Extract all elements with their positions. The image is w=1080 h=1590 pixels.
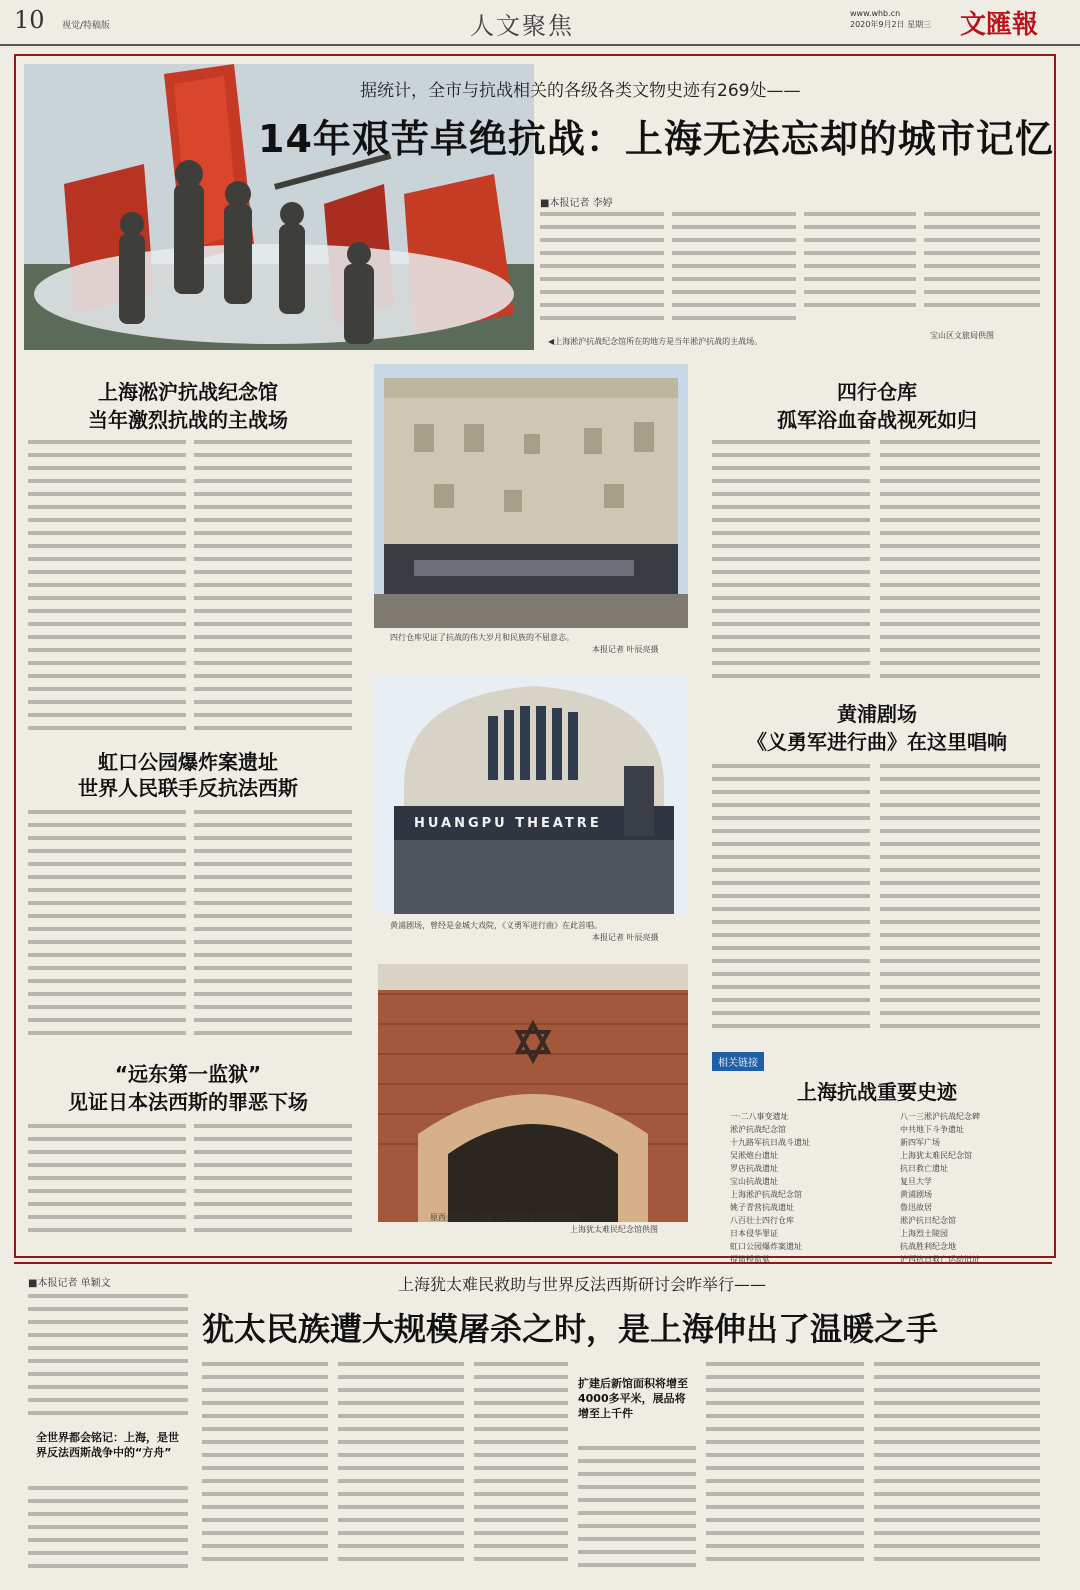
lead-text-col4	[924, 212, 1040, 322]
lead-headline: 14年艰苦卓绝抗战：上海无法忘却的城市记忆	[258, 117, 1054, 161]
related-site-item: 虹口公园爆炸案遗址	[730, 1242, 802, 1251]
related-site-item: 淞沪抗日纪念馆	[900, 1216, 956, 1225]
bottom-kicker: 上海犹太难民救助与世界反法西斯研讨会昨举行——	[398, 1275, 767, 1294]
page-edition-label: 视觉/特稿版	[62, 21, 111, 31]
songhu-subtitle: 当年激烈抗战的主战场	[88, 408, 288, 432]
related-site-item: 复旦大学	[900, 1177, 932, 1186]
sihang-warehouse-photo	[374, 364, 688, 628]
website: www.whb.cn	[850, 9, 901, 18]
sihang-subtitle: 孤军浴血奋战视死如归	[777, 408, 977, 432]
related-site-item: 十九路军抗日战斗遗址	[730, 1138, 810, 1147]
lead-text-col1	[540, 212, 664, 336]
prison-text-col2	[194, 1124, 352, 1244]
bottom-text-col1a	[28, 1294, 188, 1424]
bottom-byline: ■本报记者 单颖文	[28, 1278, 111, 1289]
hero-photo-monument	[24, 64, 534, 350]
prison-title: “远东第一监狱”	[114, 1062, 262, 1086]
bottom-text-col6	[706, 1362, 864, 1582]
bottom-text-col3	[338, 1362, 464, 1582]
related-link-tag: 相关链接	[712, 1052, 764, 1071]
related-site-item: 日本侵华罪证	[730, 1229, 778, 1238]
page-header	[0, 0, 1080, 46]
related-site-item: 提篮桥监狱	[730, 1255, 770, 1264]
photo2-credit: 本报记者 叶辰亮摄	[592, 933, 659, 942]
hongkou-text-col2	[194, 810, 352, 1050]
related-site-item: 一·二八事变遗址	[730, 1112, 789, 1121]
lead-text-col3	[804, 212, 916, 322]
related-site-item: 新四军广场	[900, 1138, 940, 1147]
photo3-credit: 上海犹太难民纪念馆供图	[570, 1225, 658, 1234]
monument-illustration	[24, 64, 534, 350]
related-site-item: 吴淞炮台遗址	[730, 1151, 778, 1160]
newspaper-logo: 文匯報	[960, 10, 1039, 40]
hongkou-title: 虹口公园爆炸案遗址	[98, 750, 278, 774]
sihang-text-col1	[712, 440, 870, 690]
lead-byline: ■本报记者 李婷	[540, 198, 613, 209]
related-site-item: 黄浦剧场	[900, 1190, 932, 1199]
lead-text-col2	[672, 212, 796, 336]
related-site-item: 抗日救亡遗址	[900, 1164, 948, 1173]
related-sites-col2	[900, 1110, 1040, 1266]
sihang-text-col2	[880, 440, 1040, 690]
huangpu-theatre-photo	[374, 676, 688, 914]
related-site-item: 姚子青营抗战遗址	[730, 1203, 794, 1212]
photo2-caption: 黄浦剧场，曾经是金城大戏院，《义勇军进行曲》在此首唱。	[390, 921, 602, 930]
photo1-caption: 四行仓库见证了抗战的伟大岁月和民族的不屈意志。	[390, 633, 574, 642]
related-site-item: 上海淞沪抗战纪念馆	[730, 1190, 802, 1199]
hongkou-text-col1	[28, 810, 186, 1050]
header-date	[850, 8, 931, 30]
photo1-credit: 本报记者 叶辰亮摄	[592, 645, 659, 654]
huangpu-title: 黄浦剧场	[837, 702, 917, 726]
huangpu-text-col1	[712, 764, 870, 1044]
songhu-text-col2	[194, 440, 352, 740]
bottom-sub1-title: 全世界都会铭记：上海，是世界反法西斯战争中的“方舟”	[36, 1431, 179, 1459]
bottom-headline: 犹太民族遭大规模屠杀之时，是上海伸出了温暖之手	[202, 1310, 939, 1348]
bottom-text-col7	[874, 1362, 1040, 1582]
related-site-item: 上海烈士陵园	[900, 1229, 948, 1238]
hero-caption: ◀上海淞沪抗战纪念馆所在的地方是当年淞沪抗战的主战场。	[548, 337, 763, 346]
prison-text-col1	[28, 1124, 186, 1244]
bottom-text-col4	[474, 1362, 568, 1582]
ohel-moshe-synagogue-photo	[378, 964, 688, 1222]
issue-date: 2020年9月2日 星期三	[850, 20, 932, 29]
lead-kicker: 据统计，全市与抗战相关的各级各类文物史迹有269处——	[360, 81, 801, 101]
related-site-item: 抗战胜利纪念地	[900, 1242, 956, 1251]
related-site-item: 沪西抗日救亡运动旧址	[900, 1255, 980, 1264]
related-site-item: 八一三淞沪抗战纪念碑	[900, 1112, 980, 1121]
prison-subtitle: 见证日本法西斯的罪恶下场	[68, 1090, 308, 1114]
related-title: 上海抗战重要史迹	[797, 1080, 957, 1104]
related-sites-col1	[730, 1110, 880, 1266]
theatre-sign: HUANGPU THEATRE	[414, 816, 602, 831]
songhu-title: 上海淞沪抗战纪念馆	[98, 380, 278, 404]
related-site-item: 罗店抗战遗址	[730, 1164, 778, 1173]
songhu-text-col1	[28, 440, 186, 740]
related-site-item: 上海犹太难民纪念馆	[900, 1151, 972, 1160]
related-site-item: 鲁迅故居	[900, 1203, 932, 1212]
hongkou-subtitle: 世界人民联手反抗法西斯	[78, 776, 298, 800]
bottom-sub2-title: 扩建后新馆面积将增至4000多平米，展品将增至上千件	[578, 1377, 688, 1420]
sihang-title: 四行仓库	[837, 380, 917, 404]
bottom-text-col5	[578, 1446, 696, 1582]
related-site-item: 淞沪抗战纪念馆	[730, 1125, 786, 1134]
section-title: 人文聚焦	[470, 12, 574, 40]
huangpu-text-col2	[880, 764, 1040, 1044]
page-number: 10	[14, 6, 45, 34]
hero-credit: 宝山区文旅局供图	[930, 331, 994, 340]
related-site-item: 中共地下斗争遗址	[900, 1125, 964, 1134]
photo3-caption: 原西会堂现已改建为1928年时的建筑风貌。	[430, 1213, 587, 1222]
bottom-text-col2	[202, 1362, 328, 1582]
related-site-item: 八百壮士四行仓库	[730, 1216, 794, 1225]
related-site-item: 宝山抗战遗址	[730, 1177, 778, 1186]
bottom-text-col1b	[28, 1486, 188, 1582]
huangpu-subtitle: 《义勇军进行曲》在这里唱响	[747, 730, 1007, 754]
